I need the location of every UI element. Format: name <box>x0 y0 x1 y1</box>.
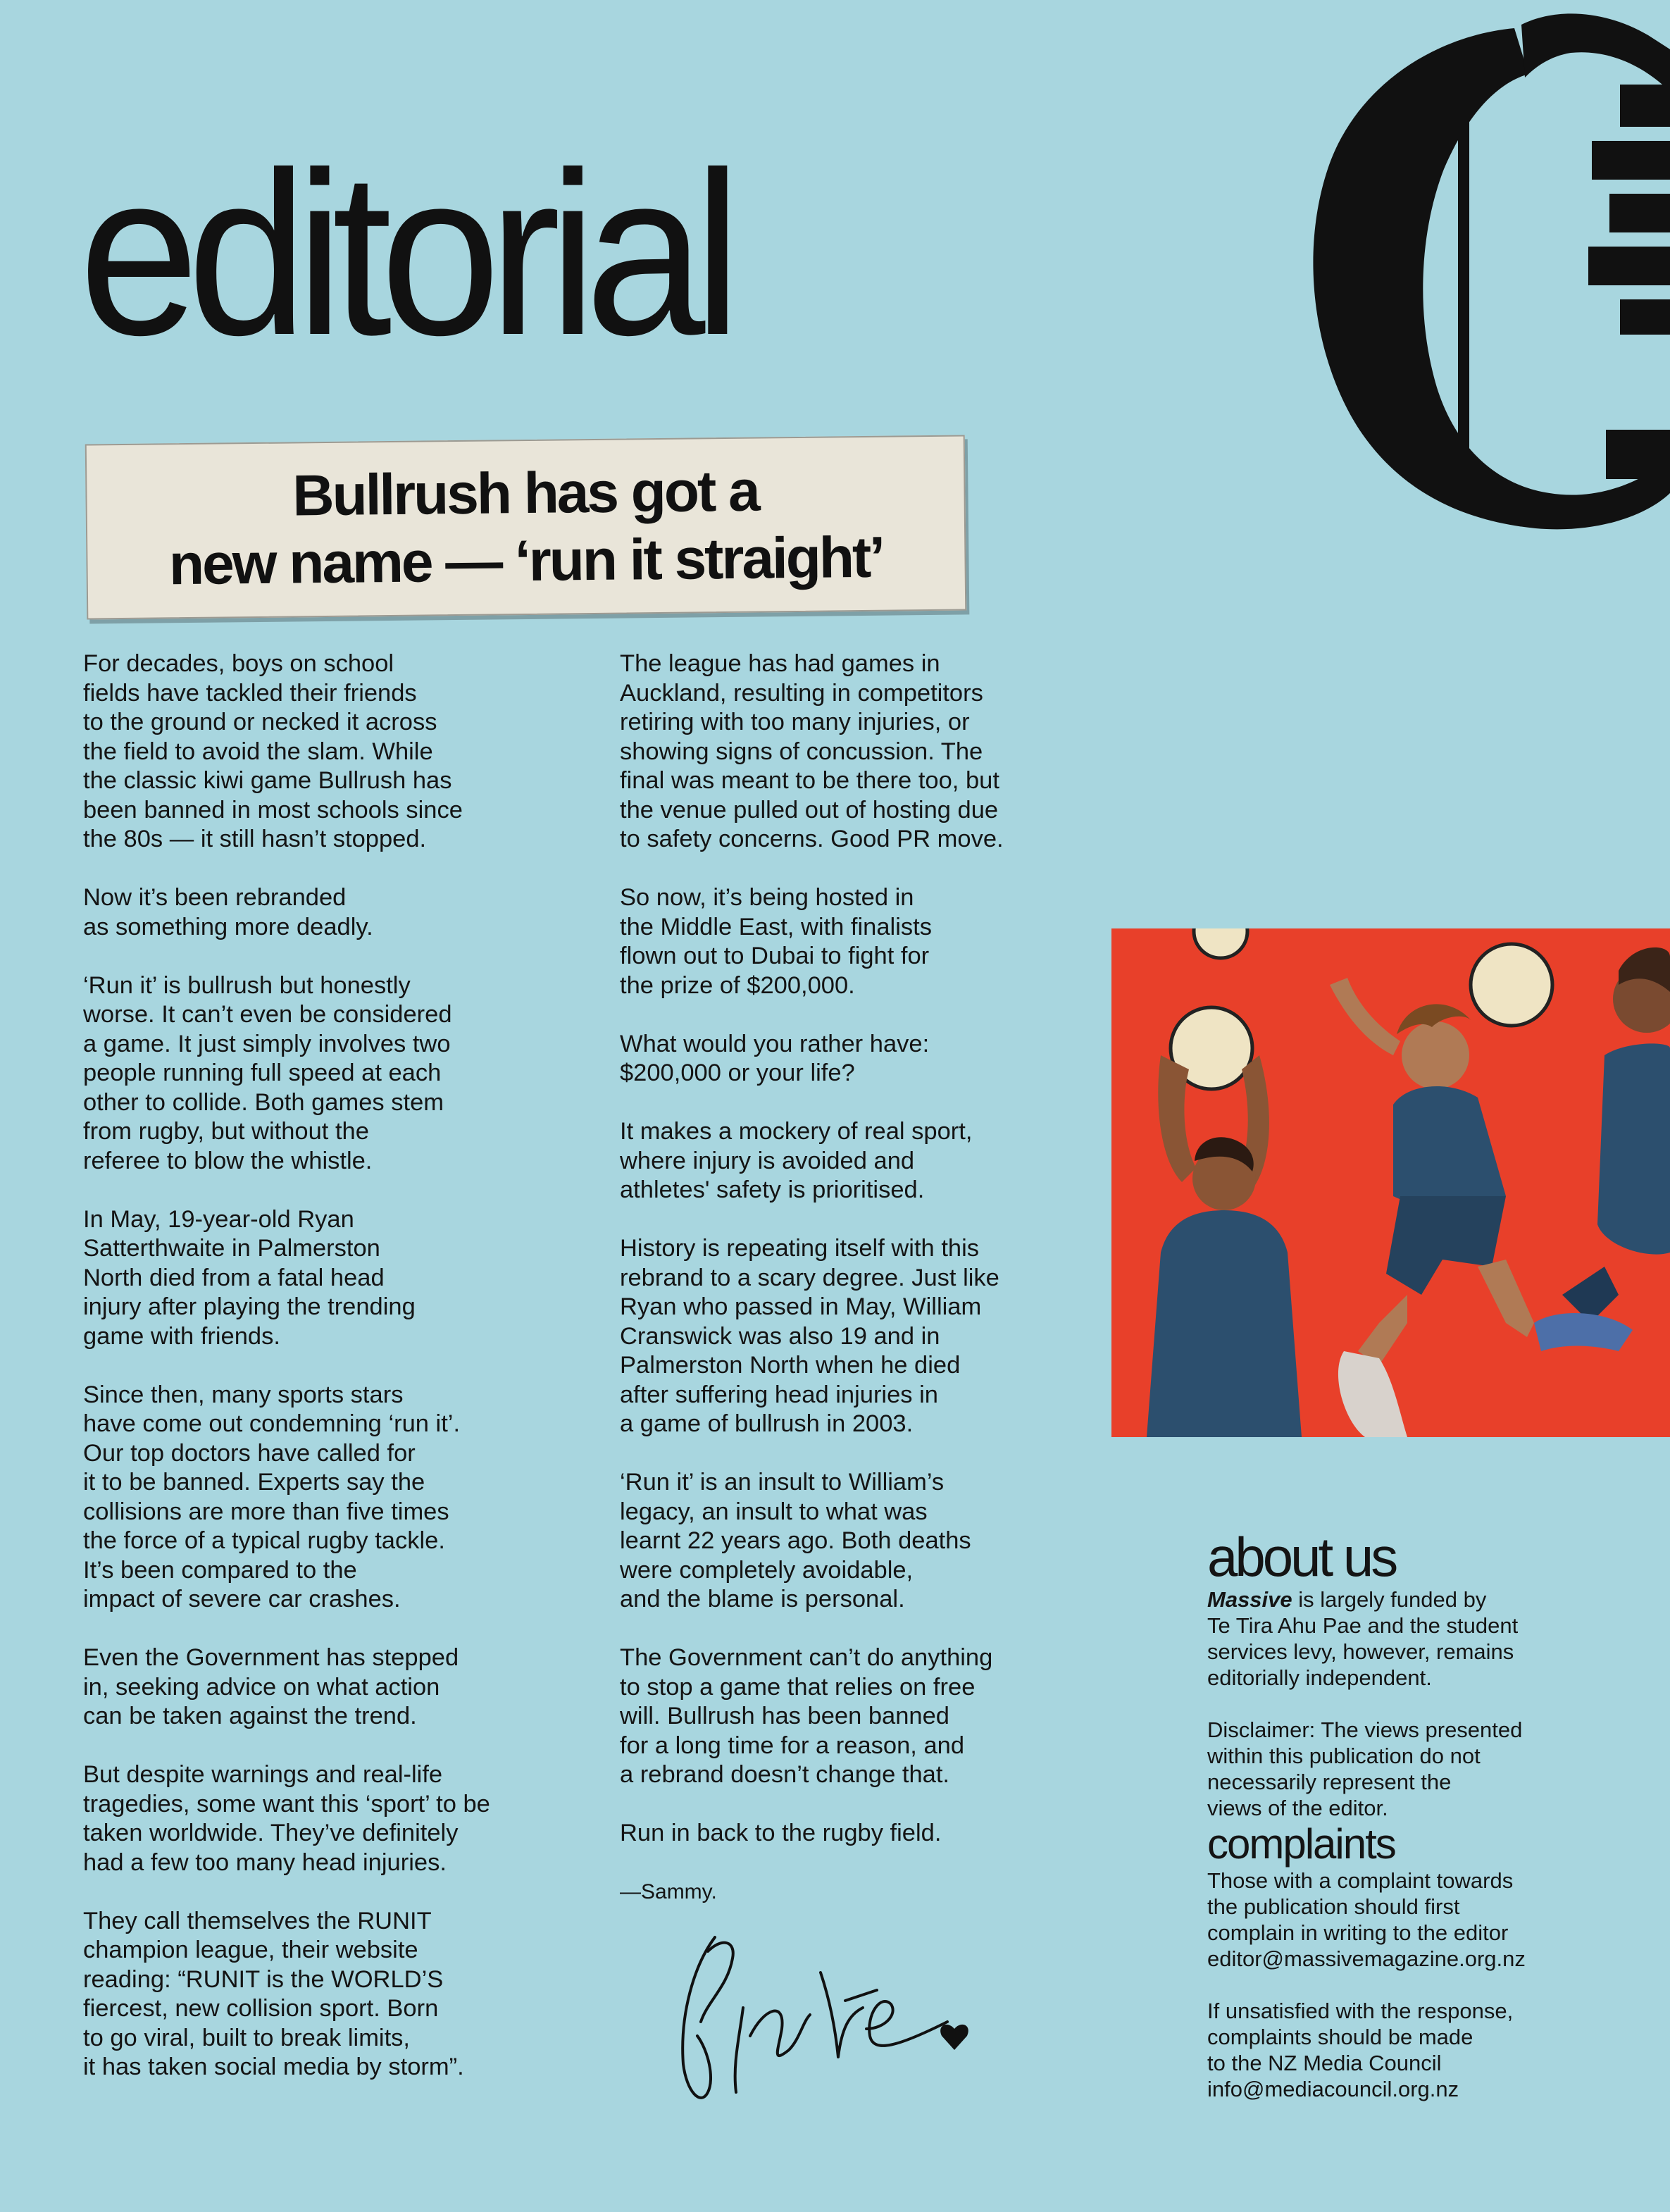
body-paragraph: Now it’s been rebranded as something more deadly. <box>83 884 373 940</box>
body-paragraph: History is repeating itself with this rebrand to a scary degree. Just like Ryan who passed in May, William Cranswick was also 19 and in Palmerston North when he died after suffering head injuries in a game of bullrush in 2003. <box>620 1235 999 1437</box>
body-paragraph: ‘Run it’ is an insult to William’s legacy, an insult to what was learnt 22 years ago. Both deaths were completely avoidable, and the blame is personal. <box>620 1469 971 1613</box>
about-us-section <box>1207 1527 1644 2128</box>
article-column-right <box>620 650 1106 1936</box>
headline-line-2: new name — ‘run it straight’ <box>168 525 884 597</box>
body-paragraph: It makes a mockery of real sport, where injury is avoided and athletes' safety is prioritised. <box>620 1118 973 1203</box>
body-paragraph: ‘Run it’ is bullrush but honestly worse. It can’t even be considered a game. It just simply involves two people running full speed at each other to collide. Both games stem from rugby, but without the referee to blow the whistle. <box>83 971 452 1174</box>
article-column-left <box>83 650 576 2111</box>
about-us-text <box>1207 1586 1644 1691</box>
disclaimer-text: Disclaimer: The views presented within this publication do not necessarily represent the views of the editor. <box>1207 1717 1523 1820</box>
body-paragraph: For decades, boys on school fields have tackled their friends to the ground or necked it across the field to avoid the slam. While the classic kiwi game Bullrush has been banned in most schools since the 80s — it still hasn’t stopped. <box>83 650 463 852</box>
sign-off: —Sammy. <box>620 1880 717 1903</box>
body-paragraph: Run in back to the rugby field. <box>620 1820 942 1846</box>
complaints-escalation-text: If unsatisfied with the response, complaints should be made to the NZ Media Council info@mediacouncil.org.nz <box>1207 1999 1514 2101</box>
blackletter-c-logo <box>1226 7 1670 549</box>
body-paragraph: Since then, many sports stars have come out condemning ‘run it’. Our top doctors have called for it to be banned. Experts say the collisions are more than five times the force of a typical rugby tackle. It’s been compared to the impact of severe car crashes. <box>83 1381 461 1613</box>
complaints-heading: complaints <box>1207 1820 1395 1868</box>
body-paragraph: So now, it’s being hosted in the Middle East, with finalists flown out to Dubai to fight for the prize of $200,000. <box>620 884 932 999</box>
page-title: editorial <box>79 123 730 383</box>
funding-text: is largely funded by Te Tira Ahu Pae and the student services levy, however, remains editorially independent. <box>1207 1587 1519 1690</box>
body-paragraph: The Government can’t do anything to stop a game that relies on free will. Bullrush has been banned for a long time for a reason, and a rebrand doesn’t change that. <box>620 1644 993 1788</box>
body-paragraph: They call themselves the RUNIT champion league, their website reading: “RUNIT is the WORLD’S fiercest, new collision sport. Born to go viral, built to break limits, it has taken social media by storm”. <box>83 1907 464 2080</box>
about-us-heading: about us <box>1207 1526 1396 1588</box>
handwritten-signature <box>666 1923 976 2113</box>
body-paragraph: In May, 19-year-old Ryan Satterthwaite in Palmerston North died from a fatal head injury after playing the trending game with friends. <box>83 1205 416 1350</box>
headline-box <box>85 435 967 619</box>
headline <box>168 456 884 599</box>
body-paragraph: But despite warnings and real-life tragedies, some want this ‘sport’ to be taken worldwide. They’ve definitely had a few too many head injuries. <box>83 1761 490 1876</box>
body-paragraph: Even the Government has stepped in, seeking advice on what action can be taken against the trend. <box>83 1644 459 1729</box>
complaints-text: Those with a complaint towards the publication should first complain in writing to the editor editor@massivemagazine.org.nz <box>1207 1868 1526 1971</box>
body-paragraph: What would you rather have: $200,000 or your life? <box>620 1030 930 1086</box>
magazine-name: Massive <box>1207 1587 1292 1612</box>
netball-players-illustration <box>1111 928 1670 1437</box>
headline-line-1: Bullrush has got a <box>292 459 759 528</box>
body-paragraph: The league has had games in Auckland, resulting in competitors retiring with too many injuries, or showing signs of concussion. The final was meant to be there too, but the venue pulled out of hosting due to safety concerns. Good PR move. <box>620 650 1004 852</box>
